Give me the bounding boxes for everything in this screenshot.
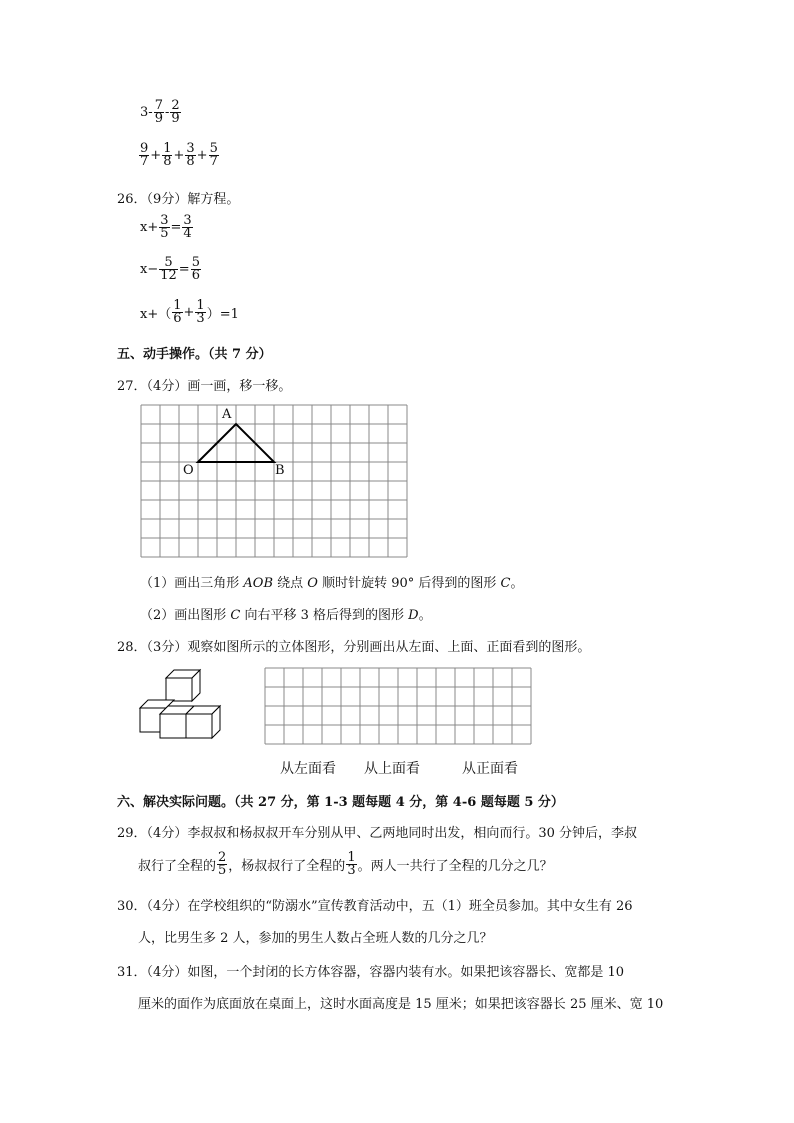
eq2-x: x− bbox=[140, 262, 159, 277]
den: 8 bbox=[163, 154, 172, 169]
eq1-x: x+ bbox=[140, 220, 159, 235]
den: 9 bbox=[154, 111, 163, 126]
den: 4 bbox=[183, 226, 192, 241]
den: 12 bbox=[160, 268, 177, 283]
expr-2-op3: + bbox=[196, 148, 208, 163]
expr-2-frac-4 bbox=[209, 143, 219, 168]
num: 5 bbox=[164, 255, 173, 270]
eq3-tail: ）=1 bbox=[206, 307, 239, 322]
q27-sub1 bbox=[140, 572, 524, 591]
num: 3 bbox=[186, 141, 195, 156]
section-6-title: 六、解决实际问题。（共 27 分，第 1-3 题每题 4 分，第 4-6 题每题 5 分） bbox=[117, 795, 564, 810]
expr-1-int: 3 bbox=[140, 105, 149, 120]
den: 9 bbox=[171, 111, 180, 126]
num: 9 bbox=[140, 141, 149, 156]
q29-line1: 29．（4分）李叔叔和杨叔叔开车分别从甲、乙两地同时出发，相向而行。30 分钟后，李叔 bbox=[117, 826, 637, 841]
expr-2-frac-2 bbox=[162, 143, 172, 168]
den: 5 bbox=[218, 863, 227, 878]
num: 1 bbox=[347, 850, 356, 865]
view-left-label: 从左面看 bbox=[280, 761, 336, 777]
eq2-frac-1 bbox=[159, 257, 178, 282]
q29-frac-2 bbox=[346, 852, 356, 877]
label-o: O bbox=[183, 463, 194, 478]
q29-mid: ，杨叔叔行了全程的 bbox=[228, 859, 346, 874]
num: 3 bbox=[183, 213, 192, 228]
q31-line2: 厘米的面作为底面放在桌面上，这时水面高度是 15 厘米；如果把该容器长 25 厘米、宽 10 bbox=[138, 997, 664, 1012]
sub1-pre: （1）画出三角形 bbox=[140, 576, 244, 591]
expr-2-op2: + bbox=[173, 148, 185, 163]
num: 2 bbox=[218, 850, 227, 865]
den: 7 bbox=[140, 154, 149, 169]
den: 8 bbox=[186, 154, 195, 169]
sub1-end: 。 bbox=[510, 576, 524, 591]
cube-stack-figure bbox=[136, 668, 228, 740]
expr-1-frac-2 bbox=[170, 100, 180, 125]
expr-2-op1: + bbox=[150, 148, 162, 163]
sub2-d: D bbox=[408, 608, 419, 623]
q27-grid bbox=[141, 405, 407, 557]
expr-2 bbox=[138, 143, 220, 168]
num: 1 bbox=[173, 298, 182, 313]
view-top-label: 从上面看 bbox=[364, 761, 420, 777]
q27-grid-figure bbox=[140, 404, 410, 560]
cube-front-2 bbox=[186, 714, 212, 738]
den: 6 bbox=[191, 268, 200, 283]
q28-grid-figure bbox=[264, 667, 534, 747]
eq1-frac-1 bbox=[159, 215, 169, 240]
den: 7 bbox=[209, 154, 218, 169]
sub1-c: C bbox=[500, 576, 511, 591]
expr-1 bbox=[140, 100, 182, 125]
q29-frac-1 bbox=[217, 852, 227, 877]
q28-grid bbox=[265, 668, 531, 744]
q30-line1: 30．（4分）在学校组织的“防溺水”宣传教育活动中，五（1）班全员参加。其中女生有 26 bbox=[117, 899, 633, 914]
den: 3 bbox=[196, 311, 205, 326]
q29-post: 。两人一共行了全程的几分之几？ bbox=[357, 859, 553, 874]
den: 6 bbox=[173, 311, 182, 326]
den: 5 bbox=[160, 226, 169, 241]
num: 7 bbox=[154, 98, 163, 113]
sub2-end: 。 bbox=[418, 608, 432, 623]
label-a: A bbox=[222, 407, 232, 422]
eq3-frac-1 bbox=[172, 300, 182, 325]
sub1-aob: AOB bbox=[243, 576, 274, 591]
num: 2 bbox=[171, 98, 180, 113]
num: 5 bbox=[191, 255, 200, 270]
eq3-frac-2 bbox=[195, 300, 205, 325]
label-b: B bbox=[275, 463, 285, 478]
expr-1-op1: - bbox=[148, 105, 153, 120]
q31-line1: 31．（4分）如图，一个封闭的长方体容器，容器内装有水。如果把该容器长、宽都是 10 bbox=[117, 965, 624, 980]
eq2-eq: = bbox=[178, 262, 190, 277]
sub2-mid: 向右平移 3 格后得到的图形 bbox=[240, 608, 409, 623]
expr-2-frac-3 bbox=[185, 143, 195, 168]
sub2-c: C bbox=[230, 608, 241, 623]
eq2-frac-2 bbox=[191, 257, 201, 282]
q26-eq3 bbox=[140, 300, 239, 325]
sub1-post: 顺时针旋转 90° 后得到的图形 bbox=[317, 576, 501, 591]
view-front-label: 从正面看 bbox=[462, 761, 518, 777]
expr-2-frac-1 bbox=[139, 143, 149, 168]
sub1-mid: 绕点 bbox=[273, 576, 308, 591]
sub2-pre: （2）画出图形 bbox=[140, 608, 231, 623]
eq1-eq: = bbox=[170, 220, 182, 235]
q30-line2: 人，比男生多 2 人，参加的男生人数占全班人数的几分之几？ bbox=[138, 931, 493, 946]
q26-eq1 bbox=[140, 215, 194, 240]
num: 3 bbox=[160, 213, 169, 228]
q27-sub2 bbox=[140, 604, 432, 623]
num: 1 bbox=[196, 298, 205, 313]
eq3-x: x+（ bbox=[140, 307, 172, 322]
expr-1-frac-1 bbox=[154, 100, 164, 125]
sub1-o: O bbox=[307, 576, 318, 591]
cube-front-1 bbox=[160, 714, 186, 738]
q29-line2 bbox=[138, 852, 553, 877]
q26-title: 26．（9分）解方程。 bbox=[117, 192, 240, 207]
eq1-frac-2 bbox=[182, 215, 192, 240]
q29-pre: 叔行了全程的 bbox=[138, 859, 217, 874]
num: 1 bbox=[163, 141, 172, 156]
eq3-op: + bbox=[183, 305, 195, 320]
cube-top-front bbox=[166, 678, 192, 701]
q26-eq2 bbox=[140, 257, 202, 282]
den: 3 bbox=[347, 863, 356, 878]
q27-title: 27．（4分）画一画，移一移。 bbox=[117, 379, 292, 394]
num: 5 bbox=[209, 141, 218, 156]
q28-title: 28．（3分）观察如图所示的立体图形，分别画出从左面、上面、正面看到的图形。 bbox=[117, 640, 591, 655]
section-5-title: 五、动手操作。（共 7 分） bbox=[117, 347, 272, 362]
expr-1-op2: - bbox=[164, 105, 170, 120]
